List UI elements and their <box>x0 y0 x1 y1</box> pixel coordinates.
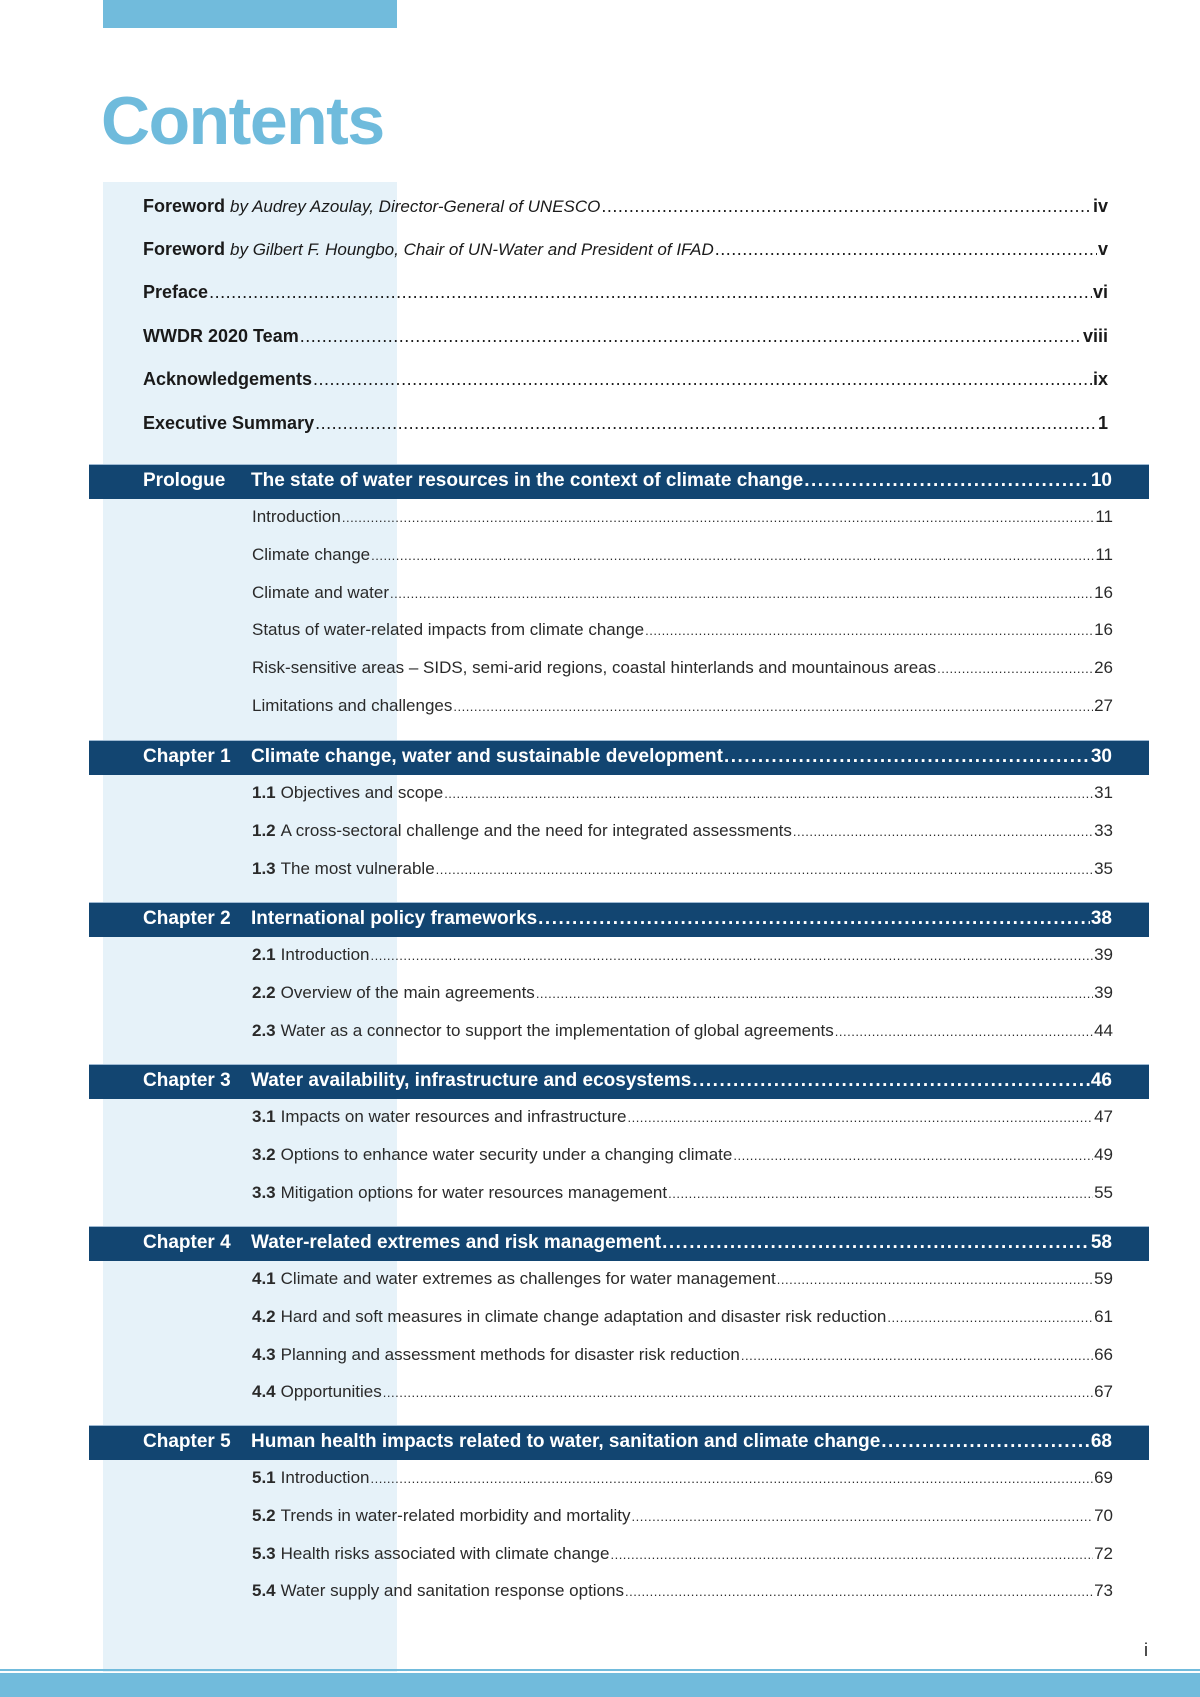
section-title: A cross-sectoral challenge and the need for integrated assessments <box>280 820 792 840</box>
chapter-label: Chapter 4 <box>143 1232 231 1253</box>
section-entry-content <box>252 859 1113 879</box>
dot-leader <box>209 282 1092 303</box>
section-page-number: 72 <box>1094 1543 1113 1563</box>
section-title: Risk-sensitive areas – SIDS, semi-arid regions, coastal hinterlands and mountainous areas <box>252 658 937 678</box>
section-entry-content <box>252 1183 1113 1203</box>
section-title: Mitigation options for water resources management <box>280 1182 668 1202</box>
dot-leader <box>804 470 1090 492</box>
section-number: 5.3 <box>252 1543 276 1563</box>
entry-page-number: v <box>1097 238 1108 259</box>
chapter-header-chapter-4[interactable] <box>0 1226 1200 1260</box>
section-number: 5.4 <box>252 1581 276 1601</box>
section-entry-content <box>252 507 1113 527</box>
chapter-title: Climate change, water and sustainable development <box>251 746 723 767</box>
section-entry-content <box>252 821 1113 841</box>
section-page-number: 70 <box>1094 1505 1113 1525</box>
section-entry-content <box>252 945 1113 965</box>
toc-entry-content <box>143 239 1108 260</box>
toc-section-entry[interactable] <box>0 500 1200 534</box>
chapter-page-number: 30 <box>1090 746 1112 767</box>
section-entry-content <box>252 1506 1113 1526</box>
section-title: Trends in water-related morbidity and mortality <box>280 1505 631 1525</box>
chapter-title: Water availability, infrastructure and ecosystems <box>251 1070 692 1091</box>
section-number: 5.2 <box>252 1505 276 1525</box>
dot-leader <box>371 548 1094 563</box>
dot-leader <box>835 1024 1093 1039</box>
section-number: 1.1 <box>252 783 276 802</box>
dot-leader <box>645 623 1093 638</box>
section-page-number: 39 <box>1094 982 1113 1002</box>
toc-entry-content <box>143 282 1108 303</box>
section-page-number: 16 <box>1094 582 1113 602</box>
section-page-number: 44 <box>1094 1020 1113 1040</box>
section-number: 3.1 <box>252 1107 276 1126</box>
section-title: Overview of the main agreements <box>280 982 535 1002</box>
footer-band <box>0 1673 1200 1697</box>
section-title: Introduction <box>280 945 370 964</box>
section-title: Status of water-related impacts from climate change <box>252 620 645 640</box>
page-number: i <box>1144 1640 1148 1660</box>
section-title: Water supply and sanitation response options <box>280 1581 624 1601</box>
section-number: 3.3 <box>252 1182 276 1202</box>
dot-leader <box>662 1232 1090 1254</box>
chapter-label: Chapter 2 <box>143 908 231 929</box>
entry-byline: by Gilbert F. Houngbo, Chair of UN-Water and President of IFAD <box>230 239 714 259</box>
chapter-header-content <box>143 1232 1112 1254</box>
toc-section-entry[interactable] <box>0 938 1200 972</box>
toc-section-entry[interactable] <box>0 1176 1200 1210</box>
entry-page-number: 1 <box>1097 412 1108 433</box>
section-page-number: 55 <box>1094 1182 1113 1202</box>
section-number: 4.1 <box>252 1269 276 1288</box>
chapter-page-number: 58 <box>1090 1232 1112 1253</box>
section-title: Climate and water extremes as challenges for water management <box>280 1269 776 1288</box>
toc-section-entry[interactable] <box>0 976 1200 1010</box>
dot-leader <box>342 510 1095 525</box>
section-page-number: 31 <box>1094 783 1113 802</box>
chapter-page-number: 10 <box>1090 470 1112 491</box>
section-entry-content <box>252 1021 1113 1041</box>
section-page-number: 16 <box>1094 620 1113 640</box>
dot-leader <box>436 862 1093 877</box>
dot-leader <box>536 986 1093 1001</box>
section-page-number: 61 <box>1094 1306 1113 1326</box>
section-number: 5.1 <box>252 1468 276 1487</box>
section-entry-content <box>252 1307 1113 1327</box>
section-title: The most vulnerable <box>280 858 435 878</box>
section-page-number: 35 <box>1094 858 1113 878</box>
toc-entry-content <box>143 326 1108 347</box>
entry-label: Preface <box>143 281 209 302</box>
section-entry-content <box>252 1544 1113 1564</box>
section-title: Water as a connector to support the implementation of global agreements <box>280 1020 834 1040</box>
toc-section-entry[interactable] <box>0 576 1200 610</box>
dot-leader <box>937 661 1093 676</box>
toc-section-entry[interactable] <box>0 1300 1200 1334</box>
dot-leader <box>668 1186 1093 1201</box>
section-title: Climate change <box>252 544 371 564</box>
toc-section-entry[interactable] <box>0 1100 1200 1134</box>
chapter-header-content <box>143 908 1112 930</box>
section-page-number: 33 <box>1094 820 1113 840</box>
dot-leader <box>692 1070 1090 1092</box>
toc-entry-content <box>143 413 1108 434</box>
section-entry-content <box>252 696 1113 716</box>
toc-section-entry[interactable] <box>0 814 1200 848</box>
chapter-header-chapter-5[interactable] <box>0 1425 1200 1459</box>
dot-leader <box>887 1310 1093 1325</box>
toc-section-entry[interactable] <box>0 538 1200 572</box>
page-title: Contents <box>101 83 384 159</box>
section-entry-content <box>252 1107 1113 1127</box>
dot-leader <box>793 824 1093 839</box>
section-number: 2.1 <box>252 945 276 964</box>
section-title: Options to enhance water security under a changing climate <box>280 1144 733 1164</box>
section-entry-content <box>252 1468 1113 1488</box>
entry-label: Executive Summary <box>143 412 315 433</box>
section-title: Opportunities <box>280 1382 382 1402</box>
dot-leader <box>715 239 1097 260</box>
section-title: Introduction <box>252 507 341 526</box>
section-entry-content <box>252 983 1113 1003</box>
chapter-label: Chapter 1 <box>143 746 231 767</box>
toc-section-entry[interactable] <box>0 1262 1200 1296</box>
toc-entry-foreword[interactable] <box>0 189 1200 223</box>
toc-section-entry[interactable] <box>0 1375 1200 1409</box>
chapter-header-content <box>143 746 1112 768</box>
toc-entry-acknowledgements[interactable] <box>0 362 1200 396</box>
section-title: Objectives and scope <box>280 783 444 802</box>
dot-leader <box>601 196 1092 217</box>
entry-page-number: iv <box>1092 195 1108 216</box>
chapter-header-chapter-1[interactable] <box>0 740 1200 774</box>
dot-leader <box>444 786 1093 801</box>
chapter-title: International policy frameworks <box>251 908 538 929</box>
entry-label: Foreword <box>143 238 226 259</box>
dot-leader <box>538 908 1090 930</box>
dot-leader <box>390 586 1093 601</box>
dot-leader <box>370 948 1093 963</box>
section-page-number: 59 <box>1094 1269 1113 1288</box>
section-page-number: 11 <box>1095 507 1113 526</box>
section-number: 4.3 <box>252 1344 276 1364</box>
chapter-page-number: 68 <box>1090 1431 1112 1452</box>
chapter-label: Chapter 5 <box>143 1431 231 1452</box>
entry-page-number: viii <box>1082 325 1108 346</box>
section-number: 2.2 <box>252 982 276 1002</box>
section-entry-content <box>252 545 1113 565</box>
dot-leader <box>313 369 1092 390</box>
dot-leader <box>625 1584 1093 1599</box>
section-entry-content <box>252 1382 1113 1402</box>
section-page-number: 73 <box>1094 1581 1113 1601</box>
dot-leader <box>632 1509 1094 1524</box>
section-page-number: 66 <box>1094 1344 1113 1364</box>
chapter-header-content <box>143 1431 1112 1453</box>
section-number: 1.3 <box>252 858 276 878</box>
toc-section-entry[interactable] <box>0 1461 1200 1495</box>
dot-leader <box>627 1110 1093 1125</box>
toc-section-entry[interactable] <box>0 689 1200 723</box>
dot-leader <box>881 1431 1090 1453</box>
chapter-header-prologue[interactable] <box>0 464 1200 498</box>
section-page-number: 11 <box>1095 544 1113 564</box>
top-accent-tab <box>103 0 397 28</box>
toc-section-entry[interactable] <box>0 776 1200 810</box>
section-number: 4.4 <box>252 1382 276 1402</box>
toc-entry-foreword[interactable] <box>0 232 1200 266</box>
section-title: Health risks associated with climate change <box>280 1543 610 1563</box>
entry-page-number: ix <box>1092 368 1108 389</box>
section-title: Planning and assessment methods for disaster risk reduction <box>280 1344 740 1364</box>
section-title: Hard and soft measures in climate change adaptation and disaster risk reduction <box>280 1306 887 1326</box>
section-entry-content <box>252 658 1113 678</box>
section-page-number: 49 <box>1094 1144 1113 1164</box>
toc-entry-preface[interactable] <box>0 275 1200 309</box>
section-number: 2.3 <box>252 1020 276 1040</box>
dot-leader <box>315 413 1097 434</box>
entry-page-number: vi <box>1092 281 1108 302</box>
chapter-title: Water-related extremes and risk management <box>251 1232 662 1253</box>
toc-section-entry[interactable] <box>0 613 1200 647</box>
toc-entry-content <box>143 196 1108 217</box>
section-entry-content <box>252 783 1113 803</box>
section-entry-content <box>252 620 1113 640</box>
chapter-header-chapter-3[interactable] <box>0 1064 1200 1098</box>
section-number: 3.2 <box>252 1144 276 1164</box>
toc-entry-executive-summary[interactable] <box>0 406 1200 440</box>
section-title: Impacts on water resources and infrastructure <box>280 1107 627 1126</box>
dot-leader <box>300 326 1082 347</box>
toc-section-entry[interactable] <box>0 1574 1200 1608</box>
section-title: Limitations and challenges <box>252 696 453 715</box>
toc-section-entry[interactable] <box>0 1338 1200 1372</box>
chapter-label: Prologue <box>143 470 226 491</box>
toc-section-entry[interactable] <box>0 1138 1200 1172</box>
footer-rule <box>0 1669 1200 1671</box>
chapter-label: Chapter 3 <box>143 1070 231 1091</box>
dot-leader <box>610 1547 1093 1562</box>
section-entry-content <box>252 1345 1113 1365</box>
section-page-number: 67 <box>1094 1382 1113 1402</box>
toc-section-entry[interactable] <box>0 651 1200 685</box>
section-entry-content <box>252 583 1113 603</box>
section-entry-content <box>252 1145 1113 1165</box>
entry-label: Acknowledgements <box>143 368 313 389</box>
chapter-page-number: 38 <box>1090 908 1112 929</box>
dot-leader <box>383 1385 1093 1400</box>
dot-leader <box>777 1272 1093 1287</box>
toc-entry-content <box>143 369 1108 390</box>
section-page-number: 27 <box>1094 696 1113 715</box>
entry-label: Foreword <box>143 195 226 216</box>
section-entry-content <box>252 1581 1113 1601</box>
toc-section-entry[interactable] <box>0 1537 1200 1571</box>
section-page-number: 69 <box>1094 1468 1113 1487</box>
section-number: 4.2 <box>252 1306 276 1326</box>
toc-section-entry[interactable] <box>0 1499 1200 1533</box>
chapter-title: The state of water resources in the context of climate change <box>251 470 804 491</box>
entry-byline: by Audrey Azoulay, Director-General of UNESCO <box>230 196 601 216</box>
chapter-header-chapter-2[interactable] <box>0 902 1200 936</box>
section-entry-content <box>252 1269 1113 1289</box>
dot-leader <box>453 699 1093 714</box>
chapter-header-content <box>143 1070 1112 1092</box>
dot-leader <box>370 1471 1093 1486</box>
dot-leader <box>724 746 1090 768</box>
entry-label: WWDR 2020 Team <box>143 325 299 346</box>
section-page-number: 47 <box>1094 1107 1113 1126</box>
section-page-number: 26 <box>1094 658 1113 678</box>
toc-section-entry[interactable] <box>0 852 1200 886</box>
chapter-header-content <box>143 470 1112 492</box>
dot-leader <box>741 1348 1093 1363</box>
toc-entry-wwdr-2020-team[interactable] <box>0 319 1200 353</box>
section-page-number: 39 <box>1094 945 1113 964</box>
section-title: Climate and water <box>252 582 390 602</box>
chapter-title: Human health impacts related to water, sanitation and climate change <box>251 1431 881 1452</box>
section-number: 1.2 <box>252 820 276 840</box>
chapter-page-number: 46 <box>1090 1070 1112 1091</box>
section-title: Introduction <box>280 1468 370 1487</box>
dot-leader <box>733 1148 1093 1163</box>
toc-section-entry[interactable] <box>0 1014 1200 1048</box>
